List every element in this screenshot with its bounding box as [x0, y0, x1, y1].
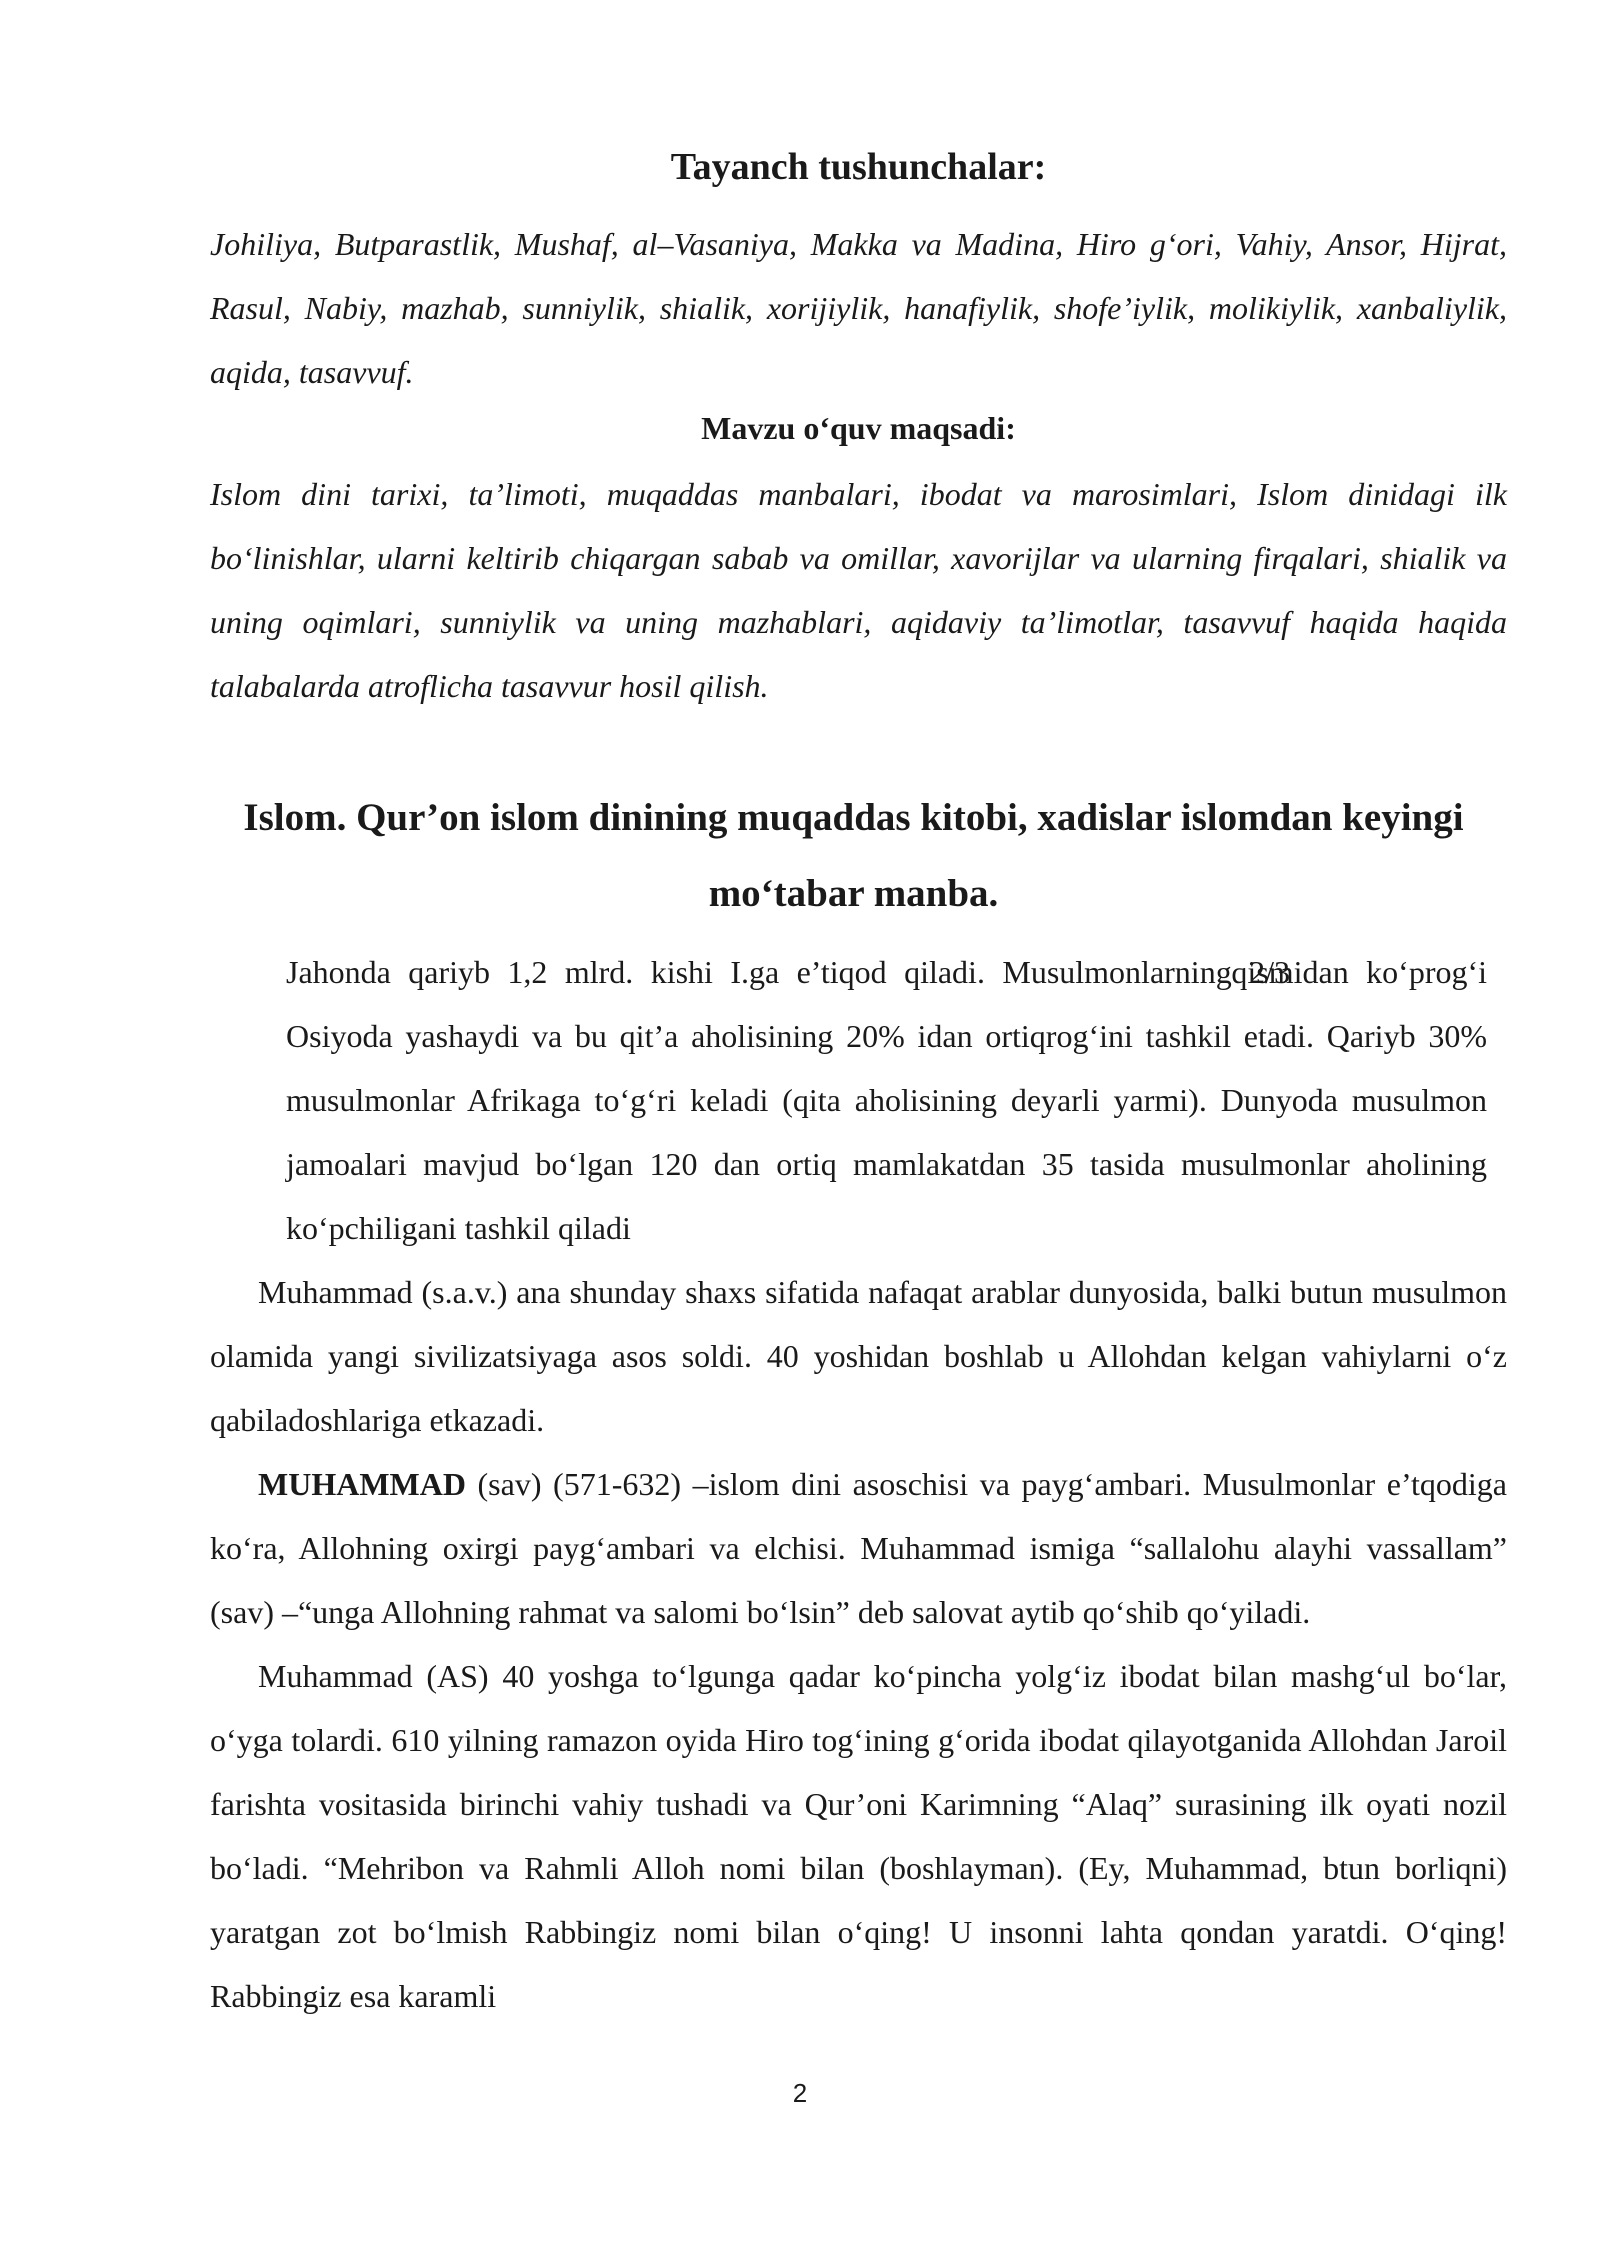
goal-heading: Mavzu o‘quv maqsadi: [701, 410, 1016, 446]
keywords-heading: Tayanch tushunchalar: [670, 146, 1047, 188]
page-number: 2 [792, 2078, 808, 2108]
goal-text: Islom dini tarixi, ta’limoti, muqaddas manbalari, ibodat va marosimlari, Islom dinidagi ilk bo‘linishlar, ularni keltirib chiqargan sabab va omillar, xavorijlar va ularning firqalari, shialik va uning oqimlari, sunniylik va uning mazhablari, aqidaviy ta’limotlar, tasavvuf haqida haqida talabalarda atroflicha tasavvur hosil qilish. [210, 476, 1507, 704]
paragraph-1-rest: qismidan ko‘prog‘i Osiyoda yashaydi va bu qit’a aholisining 20% idan ortiqrog‘ini tashkil etadi. Qariyb 30% musulmonlar Afrikaga to‘g‘ri keladi (qita aholisining deyarli yarmi). Dunyoda musulmon jamoalari mavjud bo‘lgan 120 dan ortiq mamlakatdan 35 tasida musulmonlar aholining ko‘pchiligani tashkil qiladi [286, 954, 1488, 1246]
paragraph-1-first-line: Jahonda qariyb 1,2 mlrd. kishi I.ga e’tiqod qiladi. Musulmonlarning 2/3 [286, 954, 1290, 990]
topic-title: Islom. Qur’on islom dinining muqaddas kitobi, xadislar islomdan keyingi mo‘tabar manba. [243, 796, 1464, 915]
paragraph-1 [210, 940, 1507, 1260]
paragraph-3-bold-name: MUHAMMAD [258, 1466, 466, 1502]
paragraph-3 [210, 1452, 1507, 1644]
paragraph-2: Muhammad (s.a.v.) ana shunday shaxs sifatida nafaqat arablar dunyosida, balki butun musulmon olamida yangi sivilizatsiyaga asos soldi. 40 yoshidan boshlab u Allohdan kelgan vahiylarni o‘z qabiladoshlariga etkazadi. [210, 1274, 1507, 1438]
paragraph-4: Muhammad (AS) 40 yoshga to‘lgunga qadar ko‘pincha yolg‘iz ibodat bilan mashg‘ul bo‘lar, o‘yga tolardi. 610 yilning ramazon oyida Hiro tog‘ining g‘orida ibodat qilayotganida Allohdan Jaroil farishta vositasida birinchi vahiy tushadi va Qur’oni Karimning “Alaq” surasining ilk oyati nozil bo‘ladi. “Mehribon va Rahmli Alloh nomi bilan (boshlayman). (Ey, Muhammad, btun borliqni) yaratgan zot bo‘lmish Rabbingiz nomi bilan o‘qing! U insonni lahta qondan yaratdi. O‘qing! Rabbingiz esa karamli [210, 1658, 1507, 2014]
keywords-text: Johiliya, Butparastlik, Mushaf, al–Vasaniya, Makka va Madina, Hiro g‘ori, Vahiy, Ansor, Hijrat, Rasul, Nabiy, mazhab, sunniylik, shialik, xorijiylik, hanafiylik, shofe’iylik, molikiylik, xanbaliylik, aqida, tasavvuf. [210, 226, 1507, 390]
paragraph-3-text: (sav) (571-632) –islom dini asoschisi va payg‘ambari. Musulmonlar e’tqodiga ko‘ra, Allohning oxirgi payg‘ambari va elchisi. Muhammad ismiga “sallalohu alayhi vassallam” (sav) –“unga Allohning rahmat va salomi bo‘lsin” deb salovat aytib qo‘shib qo‘yiladi. [210, 1466, 1507, 1630]
